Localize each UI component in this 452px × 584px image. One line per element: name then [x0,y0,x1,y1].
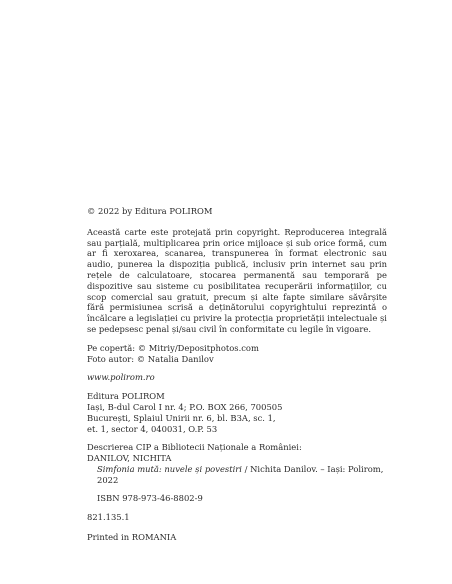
cip-book-title: Simfonia mută: nuvele și povestiri [97,463,242,474]
copyright-page [87,206,387,543]
cip-author: DANILOV, NICHITA [87,453,172,464]
printed-in: Printed in ROMANIA [87,532,177,543]
image-credits [87,343,387,365]
website-link[interactable]: www.polirom.ro [87,372,155,383]
cip-title: Descrierea CIP a Bibliotecii Naționale a României: [87,442,302,453]
copyright-line: © 2022 by Editura POLIROM [87,206,213,216]
cip-description [87,464,387,486]
publisher-address-iasi: Iași, B-dul Carol I nr. 4; P.O. BOX 266, 700505 [87,401,283,412]
cip-book-details: / Nichita Danilov. – Iași: Polirom, [241,463,384,474]
cover-credit: Pe copertă: © Mitriy/Depositphotos.com [87,342,259,353]
isbn: ISBN 978-973-46-8802-9 [97,492,203,503]
cip-year: 2022 [97,474,119,485]
publisher-name: Editura POLIROM [87,391,165,402]
photo-credit: Foto autor: © Natalia Danilov [87,353,214,364]
publisher-address-bucuresti: București, Splaiul Unirii nr. 6, bl. B3A, sc. 1, [87,412,276,423]
publisher-info [87,391,387,434]
classification-code: 821.135.1 [87,512,130,523]
legal-notice: Această carte este protejată prin copyright. Reproducerea integrală sau parțială, multiplicarea prin orice mijloace și sub orice formă, cum ar fi xeroxarea, scanarea, transpunerea în format electronic sau audio, punerea la dispoziția publică, inclusiv prin internet sau prin rețele de calculatoare, stocarea permanentă sau temporară pe dispozitive sau sisteme cu posibilitatea recuperării informațiilor, cu scop comercial sau gratuit, precum și alte fapte similare săvârșite fără permisiunea scrisă a deținătorului copyrightului reprezintă o încălcare a legislației cu privire la protecția proprietății intelectuale și se pedepsesc penal și/sau civil în conformitate cu legile în vigoare. [87,226,387,334]
publisher-address-bucuresti-2: et. 1, sector 4, 040031, O.P. 53 [87,423,218,434]
